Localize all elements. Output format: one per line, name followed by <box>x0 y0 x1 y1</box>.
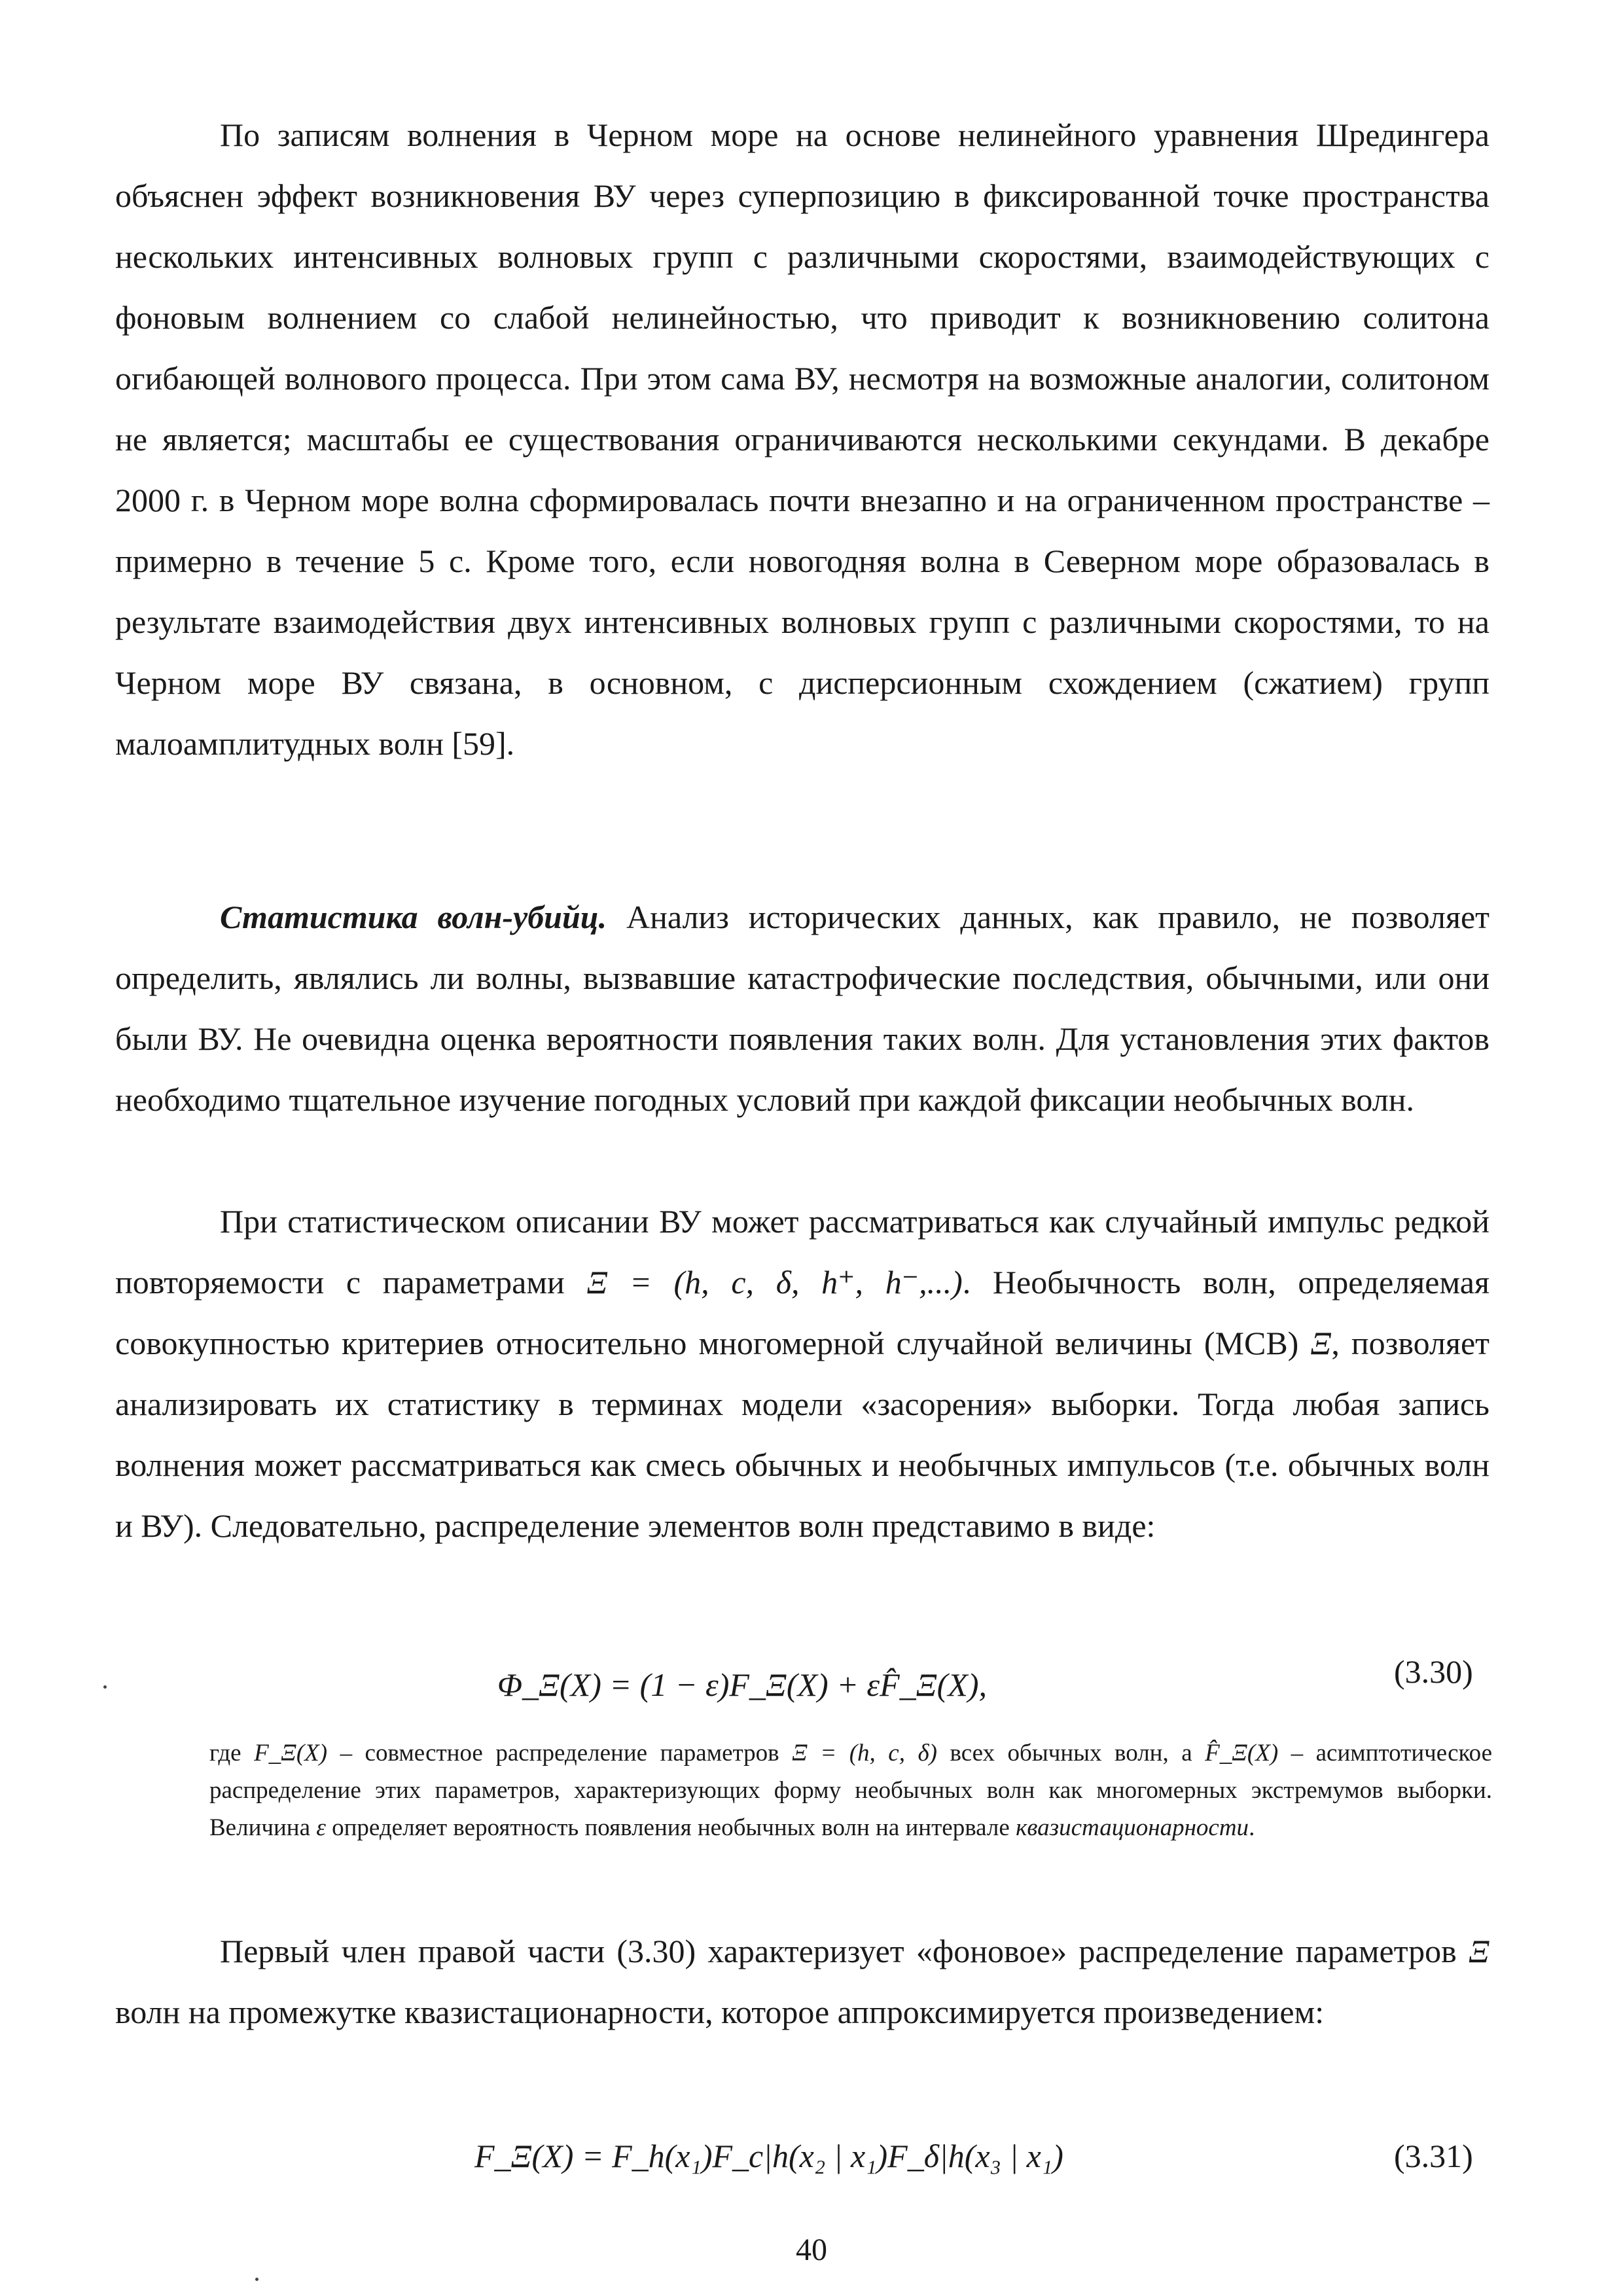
equation-3-30 <box>497 1666 987 1704</box>
paragraph-3-text-b: . Необычность волн, определяемая совокупностью критериев относительно многомерной случайной величины (МСВ) <box>115 1264 1489 1361</box>
note-text-3: всех обычных волн, а <box>937 1740 1205 1767</box>
note-formula-2: Ξ = (h, c, δ) <box>792 1740 937 1767</box>
note-formula-4: ε <box>316 1814 326 1841</box>
note-text-4: – асимптотическое распределение этих параметров, характеризующих форму необычных волн как многомерных экстремумов выборки. Величина <box>209 1740 1492 1841</box>
xi-symbol-2: Ξ <box>1469 1933 1489 1969</box>
equation-3-31 <box>474 2137 1063 2175</box>
equation-3-30-body: Φ_Ξ(X) = (1 − ε)F_Ξ(X) + εF̂_Ξ(X), <box>497 1666 987 1703</box>
note-italic-term: квазистационарности <box>1016 1814 1249 1841</box>
paragraph-2 <box>115 887 1489 1130</box>
equation-3-30-number: (3.30) <box>1394 1653 1473 1690</box>
paragraph-4 <box>115 1921 1489 2043</box>
equation-note <box>209 1734 1492 1846</box>
parameter-vector-formula: Ξ = (h, c, δ, h⁺, h⁻,...) <box>586 1264 963 1300</box>
note-formula-1: F_Ξ(X) <box>254 1740 328 1767</box>
scan-speck <box>255 2278 259 2281</box>
note-text-5: определяет вероятность появления необычных волн на интервале <box>325 1814 1016 1841</box>
scan-speck <box>103 1685 107 1689</box>
paragraph-3-text-a: При статистическом описании ВУ может рассматриваться как случайный импульс редкой повторяемости с параметрами <box>115 1203 1489 1300</box>
section-heading: Статистика волн-убийц. <box>220 899 607 935</box>
equation-3-31-number: (3.31) <box>1394 2138 1473 2174</box>
note-text-6: . <box>1249 1814 1255 1841</box>
paragraph-4-text-b: волн на промежутке квазистационарности, которое аппроксимируется произведением: <box>115 1994 1325 2030</box>
note-text-1: где <box>209 1740 255 1767</box>
note-text-2: – совместное распределение параметров <box>327 1740 793 1767</box>
paragraph-2-text: Анализ исторических данных, как правило, не позволяет определить, являлись ли волны, вызвавшие катастрофические последствия, обычными, или они были ВУ. Не очевидна оценка вероятности появления таких волн. Для установления этих фактов необходимо тщательное изучение погодных условий при каждой фиксации необычных волн. <box>115 899 1489 1118</box>
page-number: 40 <box>796 2233 827 2267</box>
paragraph-4-text-a: Первый член правой части (3.30) характеризует «фоновое» распределение параметров <box>220 1933 1469 1969</box>
paragraph-1 <box>115 105 1489 774</box>
paragraph-3-text-c: , позволяет анализировать их статистику в терминах модели «засорения» выборки. Тогда любая запись волнения может рассматриваться как смесь обычных и необычных импульсов (т.е. обычных волн и ВУ). Следовательно, распределение элементов волн представимо в виде: <box>115 1325 1489 1544</box>
equation-3-31-body: F_Ξ(X) = F_h(x₁)F_c|h(x₂ | x₁)F_δ|h(x₃ | x₁) <box>474 2138 1063 2174</box>
note-formula-3: F̂_Ξ(X) <box>1205 1740 1279 1767</box>
xi-symbol: Ξ <box>1310 1325 1332 1361</box>
paragraph-3 <box>115 1191 1489 1556</box>
paragraph-1-text: По записям волнения в Черном море на основе нелинейного уравнения Шредингера объяснен эффект возникновения ВУ через суперпозицию в фиксированной точке пространства нескольких интенсивных волновых групп с различными скоростями, взаимодействующих с фоновым волнением со слабой нелинейностью, что приводит к возникновению солитона огибающей волнового процесса. При этом сама ВУ, несмотря на возможные аналогии, солитоном не является; масштабы ее существования ограничиваются несколькими секундами. В декабре 2000 г. в Черном море волна сформировалась почти внезапно и на ограниченном пространстве – примерно в течение 5 с. Кроме того, если новогодняя волна в Северном море образовалась в результате взаимодействия двух интенсивных волновых групп с различными скоростями, то на Черном море ВУ связана, в основном, с дисперсионным схождением (сжатием) групп малоамплитудных волн [59]. <box>115 117 1489 762</box>
